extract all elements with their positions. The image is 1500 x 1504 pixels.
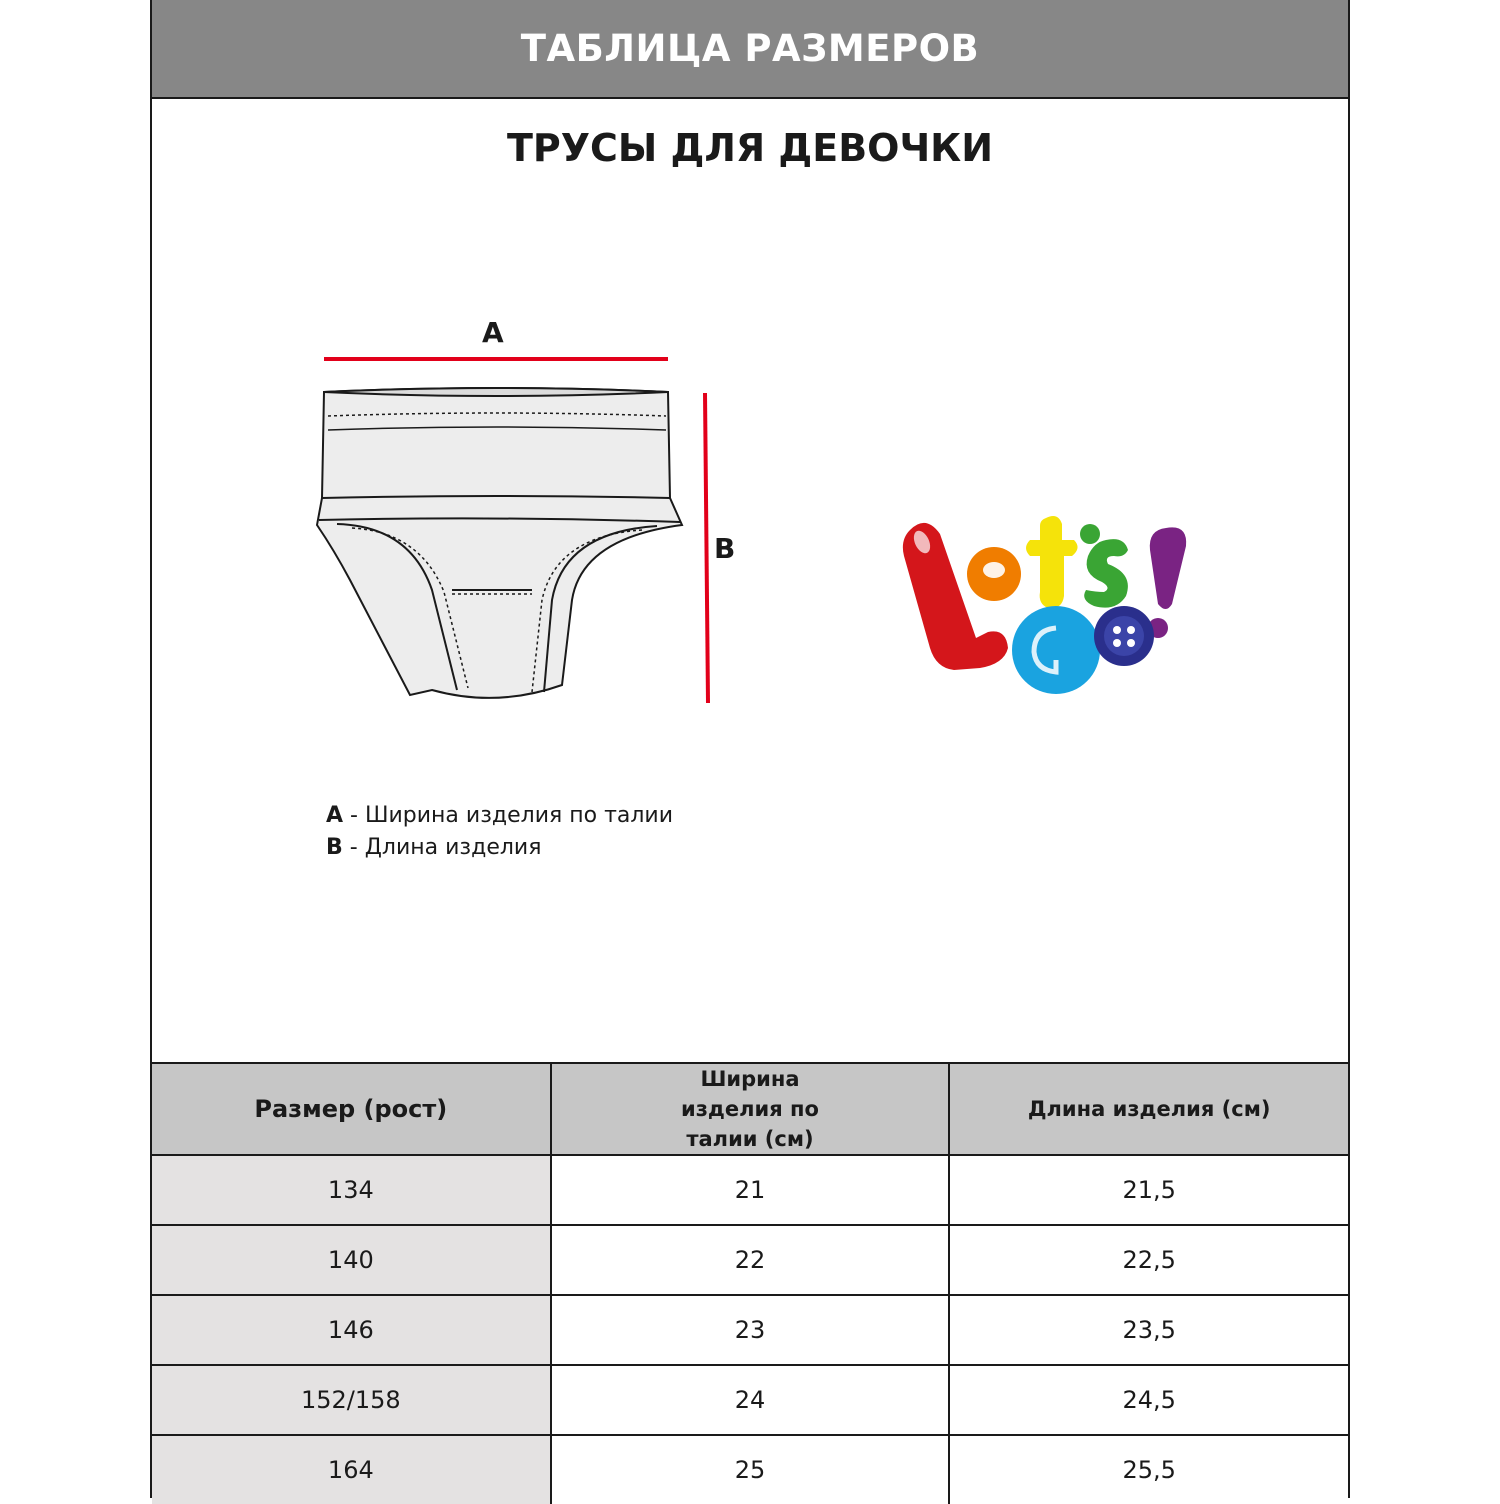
legend-item-a — [326, 800, 673, 832]
table-row — [152, 1435, 1348, 1504]
measure-legend — [326, 800, 673, 864]
cell-length: 23,5 — [949, 1295, 1348, 1365]
page-banner — [152, 0, 1348, 99]
legend-key: B — [326, 835, 343, 860]
cell-length: 25,5 — [949, 1435, 1348, 1504]
cell-size: 152/158 — [152, 1365, 551, 1435]
table-row — [152, 1225, 1348, 1295]
cell-waist-width: 21 — [551, 1155, 950, 1225]
cell-waist-width: 25 — [551, 1435, 950, 1504]
cell-size: 140 — [152, 1225, 551, 1295]
legend-text: - Ширина изделия по талии — [343, 803, 674, 828]
header-size: Размер (рост) — [152, 1063, 551, 1155]
measure-label-b: B — [714, 532, 736, 565]
lets-go-logo — [896, 500, 1196, 700]
measure-label-a: A — [482, 316, 504, 349]
cell-length: 24,5 — [949, 1365, 1348, 1435]
cell-waist-width: 23 — [551, 1295, 950, 1365]
legend-text: - Длина изделия — [342, 835, 542, 860]
panties-diagram — [152, 300, 772, 740]
table-row — [152, 1295, 1348, 1365]
measure-line-b — [705, 393, 708, 703]
header-waist-width: Ширина изделия по талии (см) — [551, 1063, 950, 1155]
banner-title: ТАБЛИЦА РАЗМЕРОВ — [520, 27, 980, 70]
product-title: ТРУСЫ ДЛЯ ДЕВОЧКИ — [506, 126, 994, 170]
cell-length: 22,5 — [949, 1225, 1348, 1295]
size-table — [152, 1062, 1348, 1504]
table-row — [152, 1155, 1348, 1225]
cell-waist-width: 22 — [551, 1225, 950, 1295]
cell-size: 134 — [152, 1155, 551, 1225]
table-row — [152, 1365, 1348, 1435]
size-chart-frame — [150, 0, 1350, 1498]
cell-size: 164 — [152, 1435, 551, 1504]
legend-key: A — [326, 803, 344, 828]
legend-item-b — [326, 832, 673, 864]
cell-size: 146 — [152, 1295, 551, 1365]
panties-outline — [317, 388, 682, 698]
table-header-row — [152, 1063, 1348, 1155]
cell-waist-width: 24 — [551, 1365, 950, 1435]
cell-length: 21,5 — [949, 1155, 1348, 1225]
header-length: Длина изделия (см) — [949, 1063, 1348, 1155]
